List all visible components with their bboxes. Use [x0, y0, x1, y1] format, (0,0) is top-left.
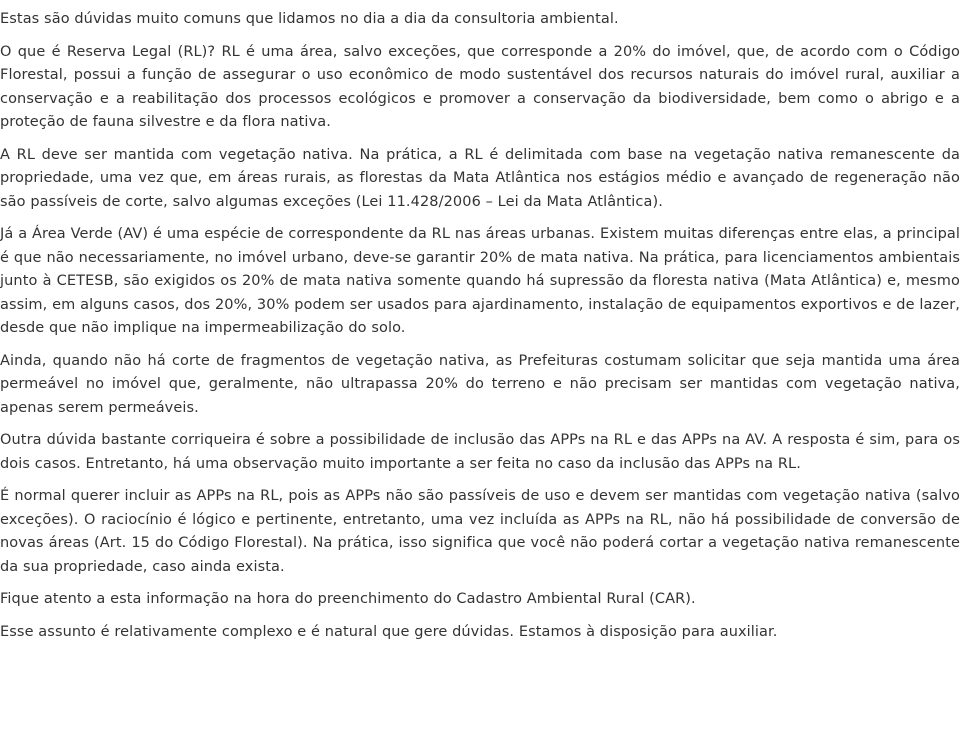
paragraph-area-permeavel: Ainda, quando não há corte de fragmentos de vegetação nativa, as Prefeituras costumam solicitar que seja mantida uma área permeável no imóvel que, geralmente, não ultrapassa 20% do terreno e não precisam ser mantidas com vegetação nativa, apenas serem permeáveis. — [0, 352, 960, 416]
paragraph-apps-na-rl: É normal querer incluir as APPs na RL, pois as APPs não são passíveis de uso e devem ser mantidas com vegetação nativa (salvo exceções). O raciocínio é lógico e pertinente, entretanto, uma vez incluída as APPs na RL, não há possibilidade de conversão de novas áreas (Art. 15 do Código Florestal). Na prática, isso significa que você não poderá cortar a vegetação nativa remanescente da sua propriedade, caso ainda exista. — [0, 488, 960, 575]
article-body — [0, 8, 960, 653]
paragraph-closing: Esse assunto é relativamente complexo e é natural que gere dúvidas. Estamos à disposição para auxiliar. — [0, 623, 778, 640]
paragraph-vegetacao-nativa: A RL deve ser mantida com vegetação nativa. Na prática, a RL é delimitada com base na vegetação nativa remanescente da propriedade, uma vez que, em áreas rurais, as florestas da Mata Atlântica nos estágios médio e avançado de regeneração não são passíveis de corte, salvo algumas exceções (Lei 11.428/2006 – Lei da Mata Atlântica). — [0, 146, 960, 210]
paragraph-reserva-legal: O que é Reserva Legal (RL)? RL é uma área, salvo exceções, que corresponde a 20% do imóvel, que, de acordo com o Código Florestal, possui a função de assegurar o uso econômico de modo sustentável dos recursos naturais do imóvel rural, auxiliar a conservação e a reabilitação dos processos ecológicos e promover a conservação da biodiversidade, bem como o abrigo e a proteção de fauna silvestre e da flora nativa. — [0, 43, 960, 130]
paragraph-area-verde: Já a Área Verde (AV) é uma espécie de correspondente da RL nas áreas urbanas. Existem muitas diferenças entre elas, a principal é que não necessariamente, no imóvel urbano, deve-se garantir 20% de mata nativa. Na prática, para licenciamentos ambientais junto à CETESB, são exigidos os 20% de mata nativa somente quando há supressão da floresta nativa (Mata Atlântica) e, mesmo assim, em alguns casos, dos 20%, 30% podem ser usados para ajardinamento, instalação de equipamentos exportivos e de lazer, desde que não implique na impermeabilização do solo. — [0, 226, 960, 336]
paragraph-apps-inclusao: Outra dúvida bastante corriqueira é sobre a possibilidade de inclusão das APPs na RL e das APPs na AV. A resposta é sim, para os dois casos. Entretanto, há uma observação muito importante a ser feita no caso da inclusão das APPs na RL. — [0, 432, 960, 472]
paragraph-car: Fique atento a esta informação na hora do preenchimento do Cadastro Ambiental Rural (CAR). — [0, 591, 696, 607]
paragraph-intro: Estas são dúvidas muito comuns que lidamos no dia a dia da consultoria ambiental. — [0, 11, 619, 27]
